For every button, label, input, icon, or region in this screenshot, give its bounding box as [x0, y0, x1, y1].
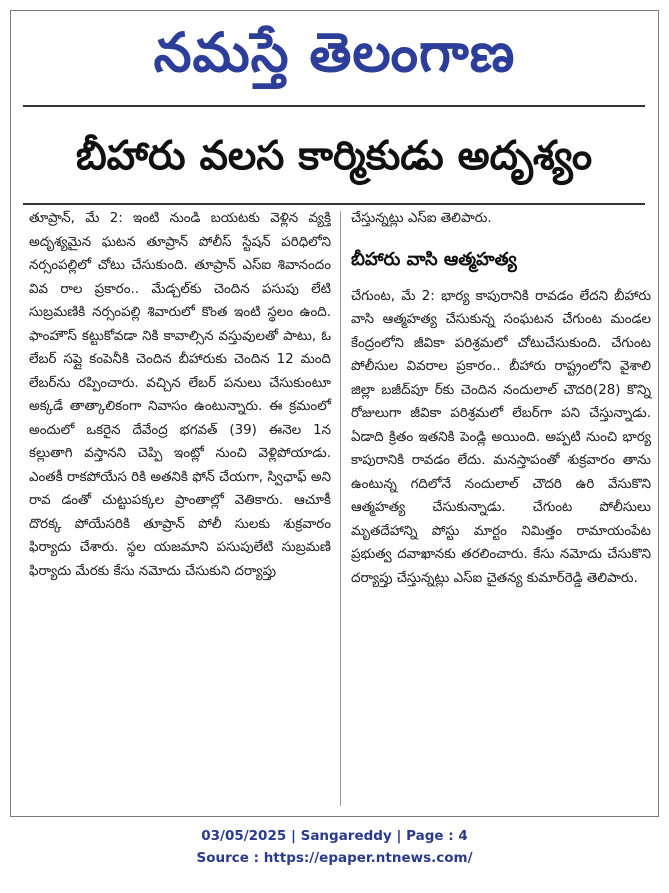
footer-edition: Sangareddy	[300, 828, 392, 844]
article-paragraph-suicide: చేగుంట, మే 2: భార్య కాపురానికి రావడం లేదని బీహారు వాసి ఆత్మహత్య చేసుకున్న సంఘటన చేగుంట మండల కేంద్రంలోని జీవికా పరిశ్రమలో చోటుచేసుకుంది. చేగుంట పోలీసుల వివరాల ప్రకారం.. బీహారు రాష్ట్రంలోని వైశాలి జిల్లా బజీద్‌పూ ర్‌కు చెందిన నందులాల్ చౌదరి(28) కొన్ని రోజులుగా జీవికా పరిశ్రమలో లేబర్‌గా పని చేస్తున్నాడు. ఏడాది క్రితం ఇతనికి పెండ్లి అయింది. అప్పటి నుంచి భార్య కాపురానికి రావడం లేదు. మనస్తాపంతో శుక్రవారం తాను ఉంటున్న గదిలోనే నందులాల్ చౌదరి ఉరి వేసుకొని ఆత్మహత్య చేసుకున్నాడు. చేగుంట పోలీసులు మృతదేహాన్ని పోస్టు మార్టం నిమిత్తం రామాయంపేట ప్రభుత్వ దవాఖానకు తరలించారు. కేసు నమోదు చేసుకొని దర్యాప్తు చేస్తున్నట్లు ఎస్ఐ చైతన్య కుమార్‌రెడ్డి తెలిపారు.	[351, 288, 651, 586]
headline: బీహారు వలస కార్మికుడు అదృశ్యం	[75, 133, 593, 179]
footer-source: Source : https://epaper.ntnews.com/	[196, 850, 473, 866]
headline-bottom-rule	[23, 203, 645, 205]
article-continuation: చేస్తున్నట్లు ఎస్ఐ తెలిపారు.	[351, 211, 492, 226]
masthead-logo: నమస్తే తెలంగాణ	[153, 21, 516, 84]
article-paragraph-missing: తూప్రాన్, మే 2: ఇంటి నుండి బయటకు వెళ్లిన వ్యక్తి అదృశ్యమైన ఘటన తూప్రాన్ పోలీస్ స్టేషన్ పరిధిలోని నర్సంపల్లిలో చోటు చేసుకుంది. తూప్రాన్ ఎస్ఐ శివానందం వివ రాల ప్రకారం.. మేడ్చల్‌కు చెందిన పసుపు లేటి సుబ్రమణికి నర్సంపల్లి శివారులో కొంత ఇంటి స్థలం ఉంది. ఫాంహౌస్ కట్టుకోవడా నికి కావాల్సిన వస్తువులతో పాటు, ఓ లేబర్ సప్లై కంపెనీకి చెందిన బీహారుకు చెందిన 12 మంది లేబర్‌ను రప్పించారు. వచ్చిన లేబర్ పనులు చేసుకుంటూ అక్కడే తాత్కాలికంగా నివాసం ఉంటున్నారు. ఈ క్రమంలో అందులో ఒకరైన దేవేంద్ర భగవత్ (39) ఈనెల 1న కల్లుతాగి వస్తానని చెప్పి ఇంట్లో నుంచి వెళ్లిపోయాడు. ఎంతకీ రాకపోయేస రికి అతనికి ఫోన్ చేయగా, స్విఛాఫ్ అని రావ డంతో చుట్టుపక్కల ప్రాంతాల్లో వెతికారు. ఆచూకీ దొరక్క పోయేసరికి తూప్రాన్ పోలీ సులకు శుక్రవారం ఫిర్యాదు చేశారు. స్థల యజమాని పసుపులేటి సుబ్రమణి ఫిర్యాదు మేరకు కేసు నమోదు చేసుకుని దర్యాప్తు	[29, 211, 331, 579]
newspaper-clipping	[10, 10, 659, 817]
footer-edition-line	[0, 828, 669, 844]
footer-date: 03/05/2025	[201, 828, 287, 844]
headline-top-rule	[23, 105, 645, 107]
footer-page: Page : 4	[406, 828, 468, 844]
footer-separator: |	[396, 828, 402, 844]
column-divider	[340, 211, 341, 806]
article-right-column	[351, 207, 651, 590]
article-left-column	[29, 207, 331, 583]
subheadline: బీహారు వాసి ఆత్మహత్య	[351, 248, 517, 270]
footer-separator: |	[290, 828, 296, 844]
